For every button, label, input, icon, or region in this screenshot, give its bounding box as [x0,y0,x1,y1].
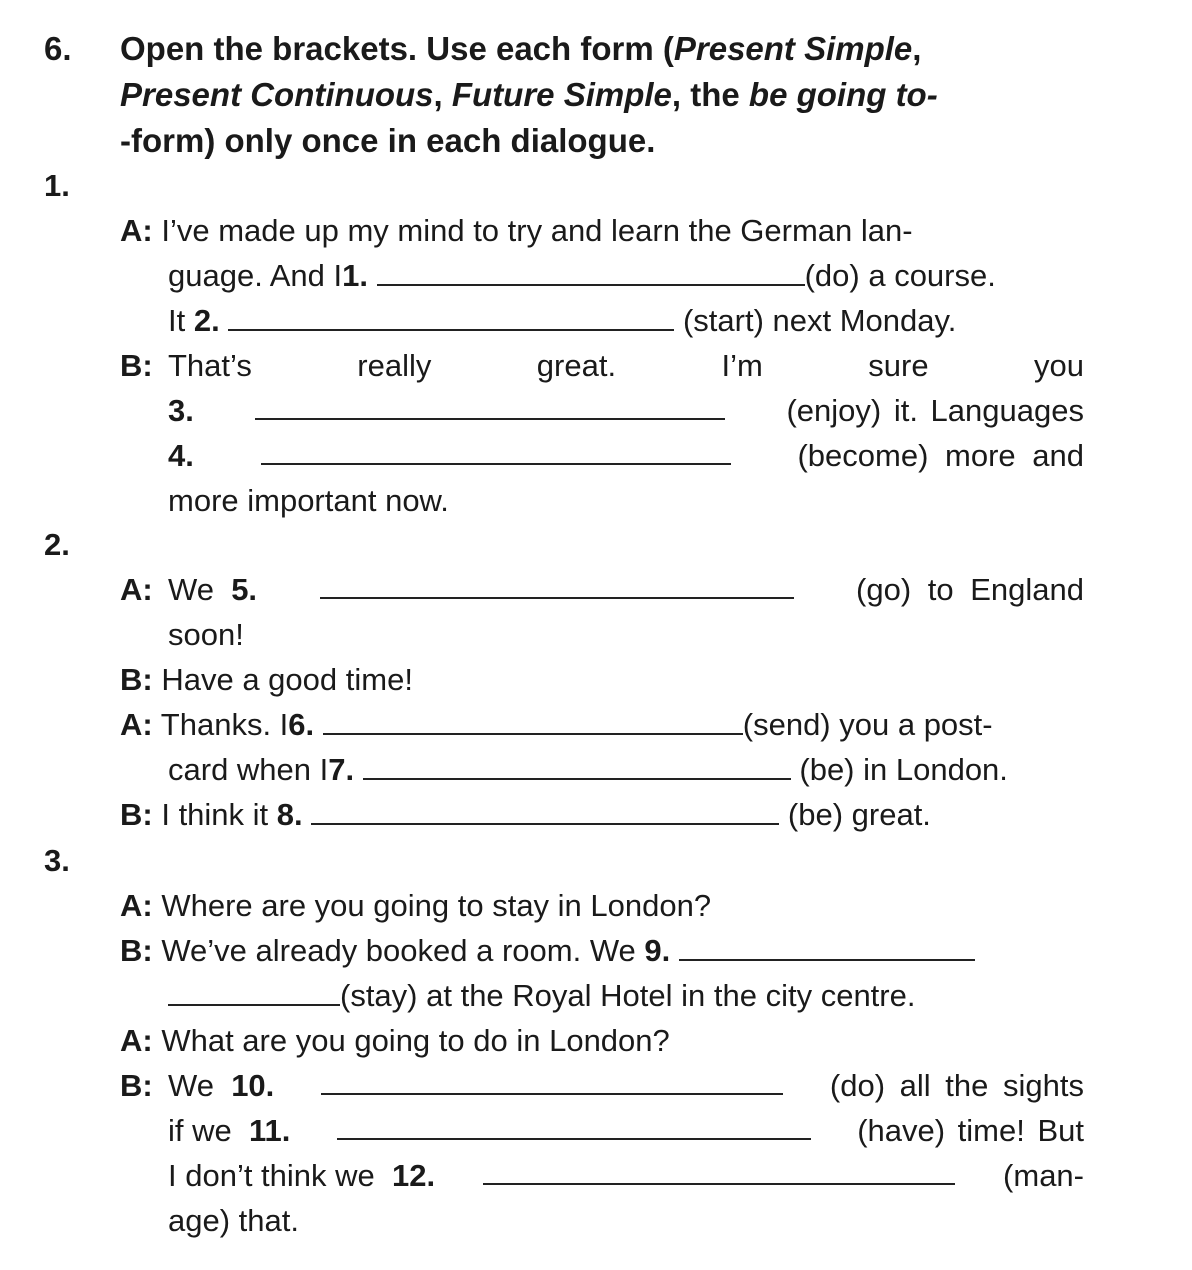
line-text: I’ve made up my mind to try and learn the German lan- [161,213,913,248]
dialogue-line: soon! [168,617,244,652]
line-word: sure [868,348,929,383]
verb-hint: (become) more and [797,438,1084,473]
line-word: That’s [168,348,252,383]
dialogue-line: age) that. [168,1203,299,1238]
dialogue-line [168,567,1084,612]
verb-hint: (do) a course. [804,258,996,293]
answer-blank[interactable] [261,433,731,465]
line-text: Have a good time! [161,662,413,697]
speaker-label: A: [120,707,153,742]
gap-number: 8. [276,797,303,832]
line-text: guage. And I [168,258,343,293]
line-word: you [1033,348,1084,383]
speaker-label: A: [120,572,153,607]
gap-number: 2. [193,303,220,338]
form-present-continuous: Present Continuous [120,76,434,113]
instruction-line-1 [120,26,921,71]
gap-number: 10. [231,1068,275,1103]
gap-number: 5. [231,572,258,607]
dialogue-line [168,433,1084,478]
dialogue-line [120,657,413,702]
speaker-label: B: [120,1068,153,1103]
line-text: I don’t think we [168,1158,375,1193]
dialogue-number: 3. [44,843,70,878]
form-future-simple: Future Simple [451,76,672,113]
verb-hint: (be) in London. [799,752,1008,787]
speaker-label: A: [120,213,153,248]
verb-hint: (have) time! But [857,1113,1084,1148]
gap-number: 1. [342,258,368,293]
answer-blank[interactable] [337,1108,811,1140]
verb-hint: (send) you a post- [742,707,993,742]
instruction-part: , [433,76,452,113]
line-word: great. [536,348,617,383]
dialogue-line [168,1063,1084,1108]
dialogue-line [120,1063,153,1108]
line-text: Thanks. I [160,707,289,742]
dialogue-number: 2. [44,527,70,562]
answer-blank[interactable] [377,254,805,286]
speaker-label: A: [120,1023,153,1058]
line-word: really [357,348,432,383]
gap-number: 12. [392,1158,436,1193]
verb-hint: (go) to England [856,572,1084,607]
line-text: card when I [168,752,329,787]
dialogue-line [120,928,975,973]
dialogue-number: 1. [44,168,70,203]
speaker-label: B: [120,348,153,383]
justified-line [168,343,1084,388]
verb-hint: (man- [1003,1158,1084,1193]
form-be-going-to: be going to- [748,76,938,113]
answer-blank[interactable] [320,567,794,599]
speaker-label: B: [120,662,153,697]
exercise-number: 6. [44,30,72,67]
answer-blank[interactable] [228,299,674,331]
gap-number: 9. [644,933,671,968]
dialogue-line [168,1153,1084,1198]
answer-blank[interactable] [483,1153,955,1185]
answer-blank[interactable] [321,1063,783,1095]
dialogue-line [168,388,1084,433]
instruction-part: Open the brackets. Use each form ( [120,30,674,67]
answer-blank[interactable] [363,748,791,780]
gap-number: 4. [168,438,194,473]
line-word: I’m [721,348,763,383]
answer-blank-continued[interactable] [168,974,340,1006]
speaker-label: A: [120,888,153,923]
dialogue-line [120,343,153,388]
answer-blank[interactable] [255,388,725,420]
verb-hint: (be) great. [787,797,931,832]
gap-number: 11. [248,1113,291,1148]
dialogue-line [168,973,915,1018]
gap-number: 7. [328,752,355,787]
dialogue-line [168,1108,1084,1153]
speaker-label: B: [120,933,153,968]
dialogue-line: more important now. [168,483,449,518]
dialogue-line [120,792,931,837]
line-text: It [168,303,186,338]
dialogue-line [120,567,153,612]
verb-hint: (start) next Monday. [682,303,957,338]
speaker-label: B: [120,797,153,832]
answer-blank[interactable] [311,793,779,825]
instruction-part: , the [671,76,749,113]
dialogue-line [120,1018,670,1063]
gap-number: 6. [288,707,315,742]
form-present-simple: Present Simple [673,30,913,67]
dialogue-line [168,298,956,343]
instruction-line-3: -form) only once in each dialogue. [120,122,656,159]
dialogue-line [120,208,913,253]
line-text: We [168,1068,214,1103]
line-text: I think it [161,797,269,832]
gap-number: 3. [168,393,194,428]
instruction-line-2 [120,72,938,117]
line-text: Where are you going to stay in London? [161,888,712,923]
line-text: What are you going to do in London? [161,1023,670,1058]
instruction-part: , [912,30,922,67]
verb-hint: (do) all the sights [829,1068,1084,1103]
dialogue-line [168,747,1008,792]
answer-blank[interactable] [323,703,743,735]
verb-hint: (enjoy) it. Languages [786,393,1084,428]
answer-blank[interactable] [679,929,975,961]
line-text: if we [168,1113,232,1148]
line-text: We [168,572,214,607]
verb-hint: (stay) at the Royal Hotel in the city centre. [340,978,916,1013]
dialogue-line [120,702,993,747]
dialogue-line [168,253,996,298]
line-text: We’ve already booked a room. We [161,933,636,968]
dialogue-line [120,883,711,928]
